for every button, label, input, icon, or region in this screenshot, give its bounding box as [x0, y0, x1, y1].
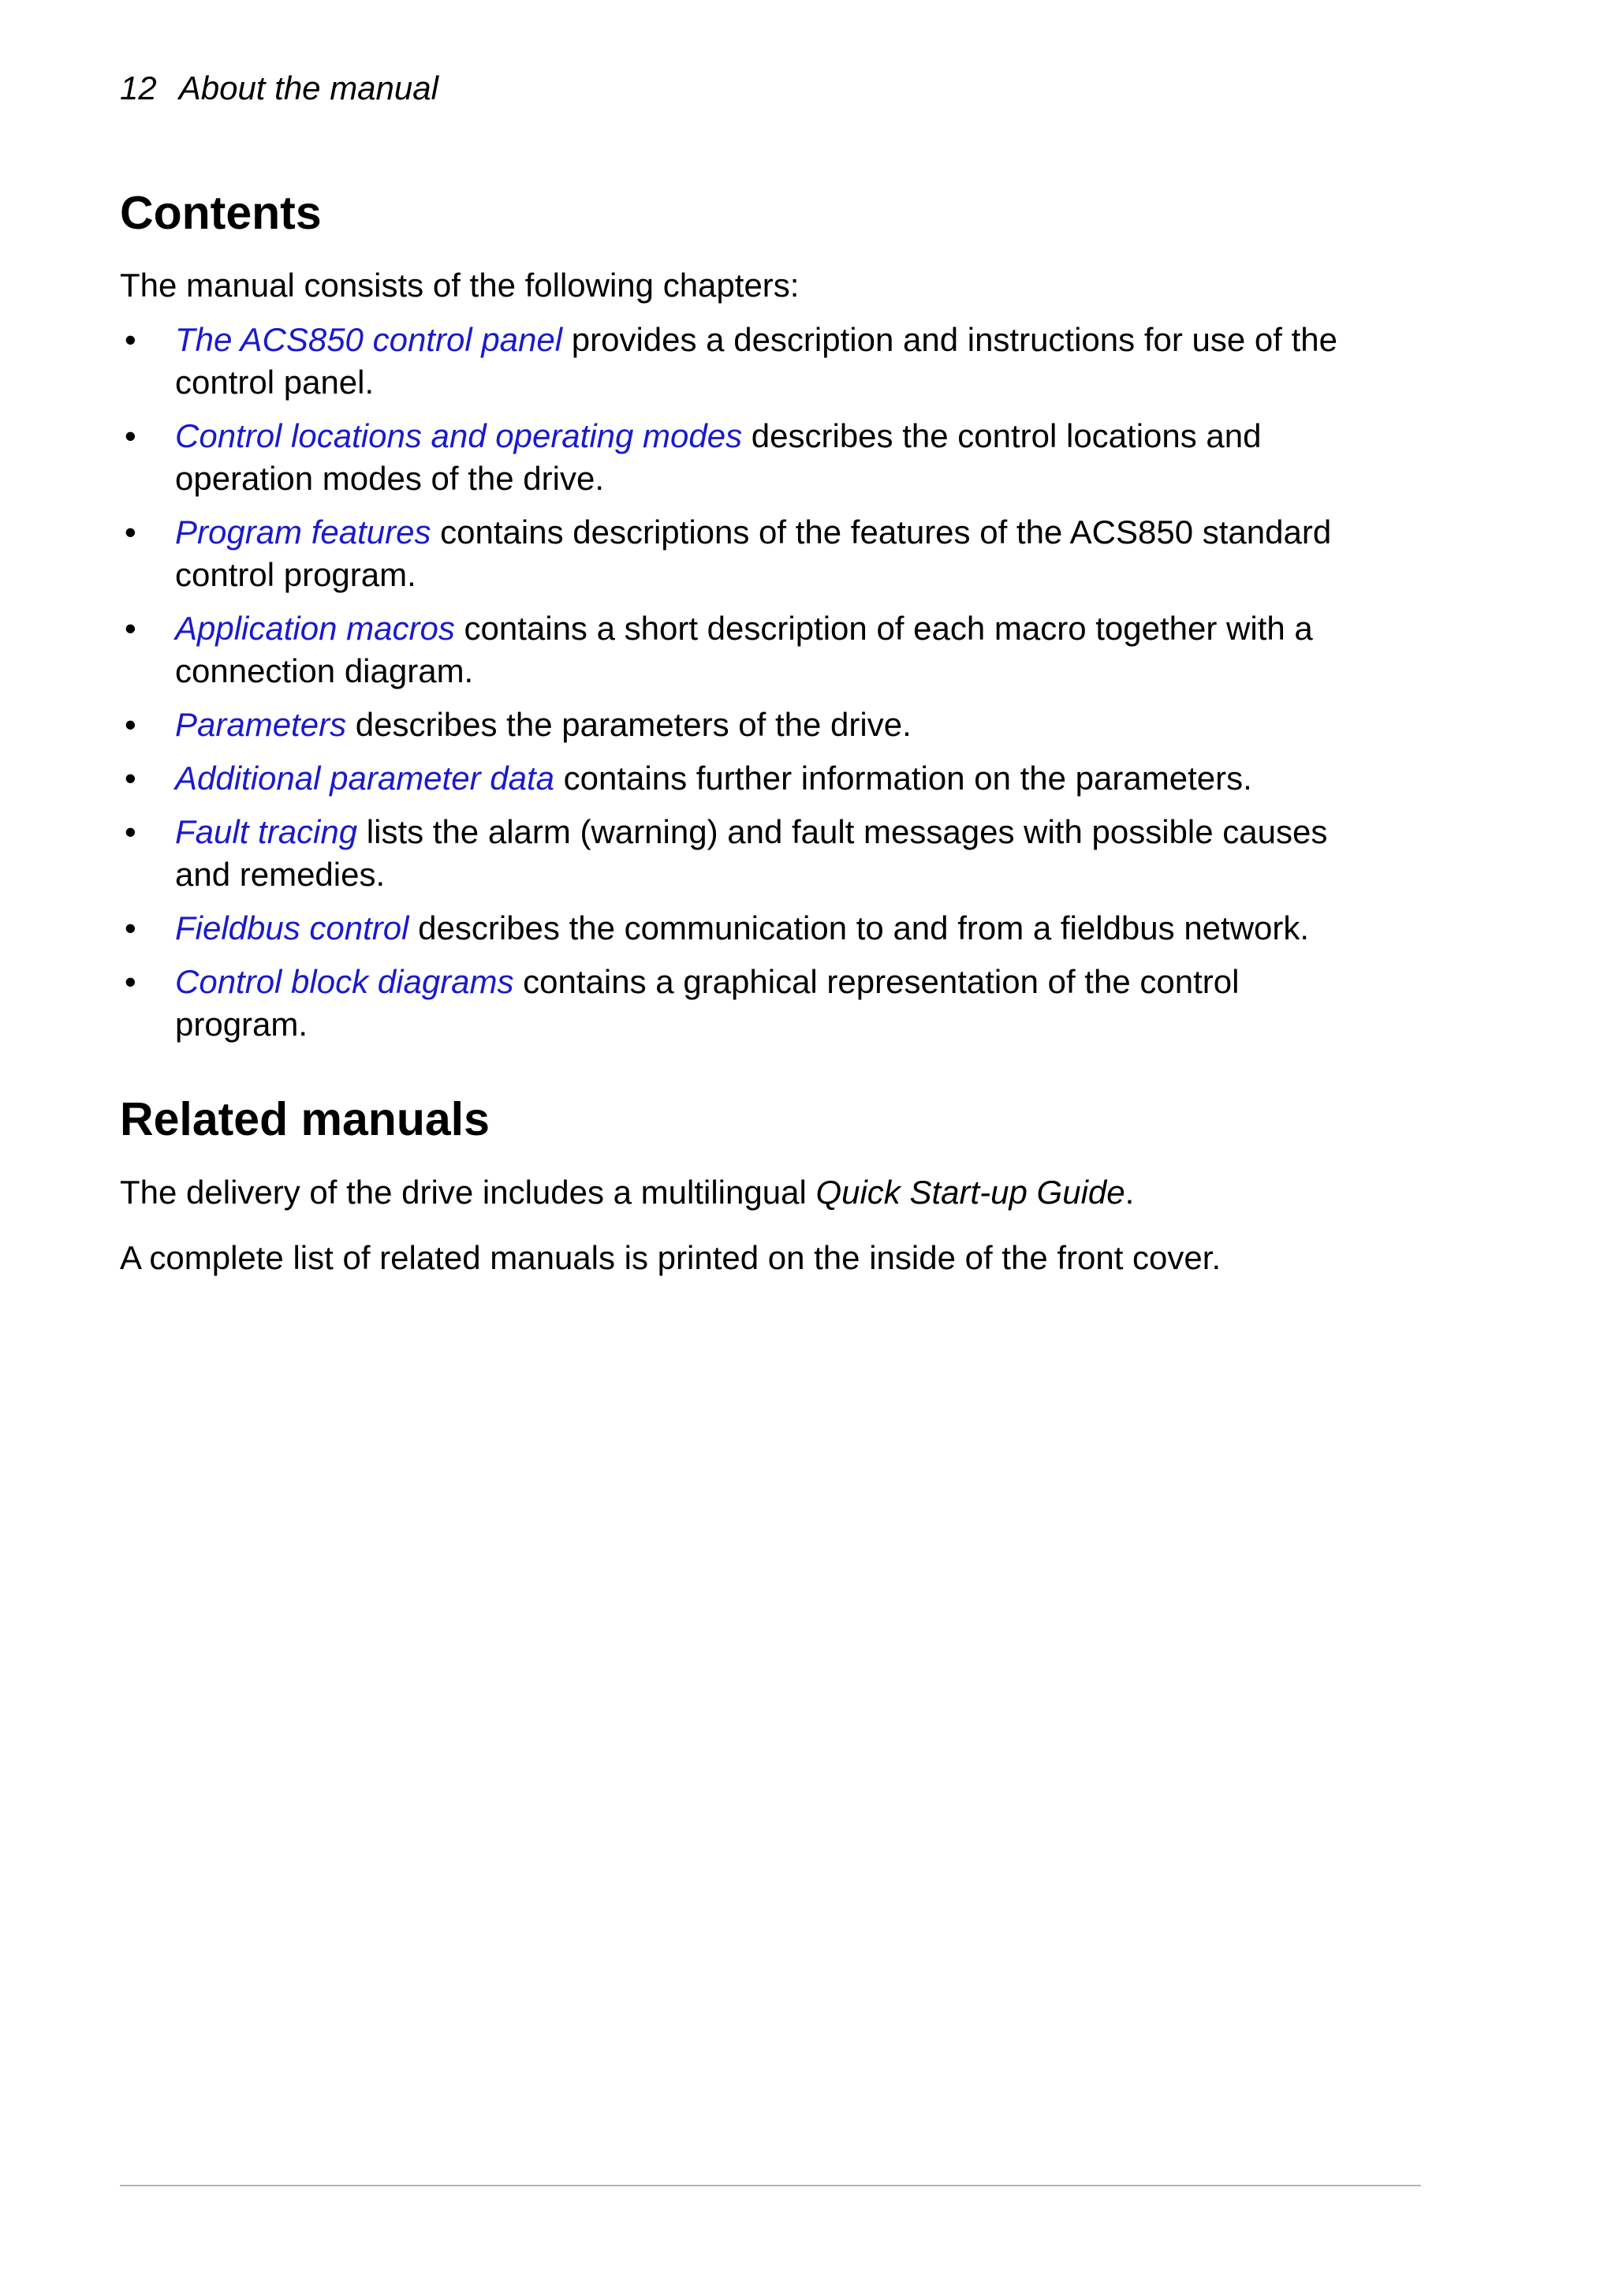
guide-title: Quick Start-up Guide — [815, 1174, 1125, 1211]
list-item — [120, 811, 1460, 896]
chapter-description: describes the communication to and from a fieldbus network. — [408, 909, 1310, 946]
chapter-link[interactable]: Program features — [175, 513, 431, 551]
delivery-suffix: . — [1125, 1174, 1135, 1211]
related-list-paragraph: A complete list of related manuals is printed on the inside of the front cover. — [120, 1239, 1222, 1276]
chapter-description: provides a description and instructions for use of the — [562, 321, 1337, 358]
chapter-description: contains descriptions of the features of the ACS850 standard — [431, 513, 1332, 551]
bullet: • — [125, 417, 136, 454]
bullet: • — [125, 610, 136, 647]
bullet: • — [125, 760, 136, 797]
chapter-description-cont: control panel. — [175, 364, 375, 401]
chapter-link[interactable]: Fault tracing — [175, 813, 358, 850]
chapter-description: describes the parameters of the drive. — [346, 706, 912, 743]
running-header — [120, 66, 438, 110]
bullet: • — [125, 706, 136, 743]
footer-rule — [120, 2185, 1421, 2186]
header-title: About the manual — [178, 69, 438, 106]
chapter-link[interactable]: Additional parameter data — [175, 760, 554, 797]
chapter-description: describes the control locations and — [742, 417, 1262, 454]
list-item — [120, 704, 1460, 746]
chapter-link[interactable]: The ACS850 control panel — [175, 321, 563, 358]
chapter-description: contains a short description of each macro together with a — [454, 610, 1313, 647]
bullet: • — [125, 963, 136, 1000]
chapter-description: contains further information on the parameters. — [554, 760, 1252, 797]
chapter-description-cont: operation modes of the drive. — [175, 460, 604, 497]
chapter-link[interactable]: Application macros — [175, 610, 455, 647]
chapter-link[interactable]: Fieldbus control — [175, 909, 409, 946]
list-item — [120, 907, 1460, 950]
page-number: 12 — [120, 69, 157, 106]
delivery-paragraph — [120, 1171, 1134, 1214]
bullet: • — [125, 321, 136, 358]
chapter-link[interactable]: Parameters — [175, 706, 347, 743]
chapter-description-cont: connection diagram. — [175, 652, 474, 689]
chapter-description-cont: program. — [175, 1006, 308, 1043]
bullet: • — [125, 513, 136, 551]
chapter-description: lists the alarm (warning) and fault messages with possible causes — [357, 813, 1328, 850]
list-item — [120, 511, 1460, 596]
chapter-description-cont: control program. — [175, 556, 416, 593]
chapter-list — [120, 319, 1460, 1057]
chapter-description: contains a graphical representation of the control — [513, 963, 1240, 1000]
bullet: • — [125, 909, 136, 946]
related-manuals-heading: Related manuals — [120, 1093, 490, 1145]
list-item — [120, 757, 1460, 800]
contents-heading: Contents — [120, 187, 322, 239]
list-item — [120, 415, 1460, 500]
chapter-description-cont: and remedies. — [175, 856, 386, 893]
chapter-link[interactable]: Control block diagrams — [175, 963, 514, 1000]
list-item — [120, 961, 1460, 1046]
chapter-link[interactable]: Control locations and operating modes — [175, 417, 743, 454]
list-item — [120, 607, 1460, 693]
list-item — [120, 319, 1460, 404]
bullet: • — [125, 813, 136, 850]
delivery-text: The delivery of the drive includes a multilingual — [120, 1174, 816, 1211]
contents-intro: The manual consists of the following chapters: — [120, 267, 800, 304]
